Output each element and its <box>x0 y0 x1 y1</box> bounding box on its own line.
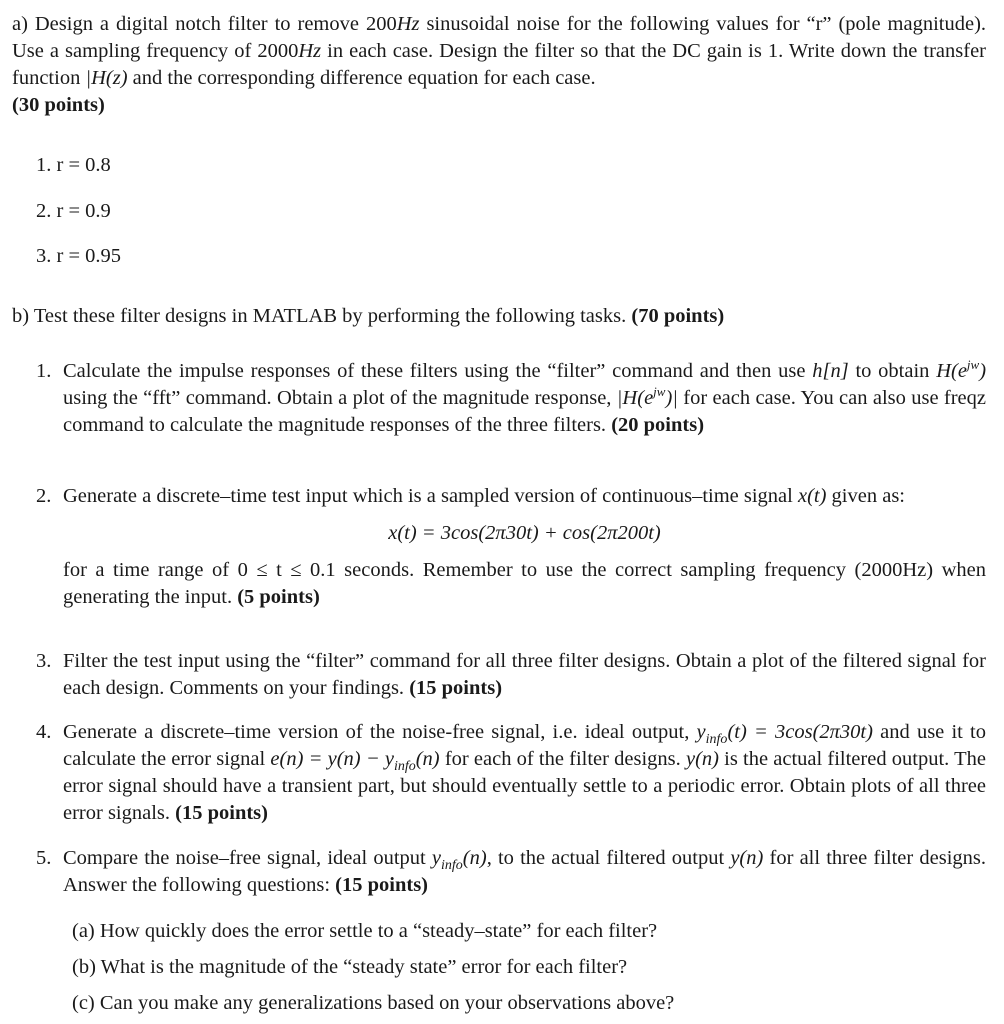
task-number: 2. <box>36 485 52 507</box>
abs-close: )| <box>665 387 678 409</box>
part-a-points: (30 points) <box>12 94 105 116</box>
part-b-points: (70 points) <box>631 305 725 327</box>
sampling-frequency: 2000 <box>257 40 299 62</box>
y-symbol: y <box>431 847 441 869</box>
equation-head: e(n) = y(n) − y <box>270 748 394 770</box>
task-number: 4. <box>36 721 52 743</box>
task-body <box>63 648 986 702</box>
task-body <box>63 483 986 611</box>
task-text: Compare the noise–free signal, ideal output <box>63 847 426 869</box>
unit-hz: Hz <box>396 13 420 35</box>
y-n-symbol: y(n) <box>685 748 719 770</box>
question-c: (c) Can you make any generalizations based on your observations above? <box>72 992 675 1014</box>
equation-tail: (t) = 3cos(2π30t) <box>727 721 873 743</box>
jw-exponent: jw <box>653 384 666 399</box>
task-text: for each of the filter designs. <box>444 748 681 770</box>
input-equation: x(t) = 3cos(2π30t) + cos(2π200t) <box>388 522 661 544</box>
task-text: Generate a discrete–time test input which is a sampled version of continuous–time signal <box>63 485 793 507</box>
equation-tail: (n) <box>415 748 440 770</box>
task-body <box>63 358 986 439</box>
part-b-lead: b) Test these filter designs in MATLAB by performing the following tasks. <box>12 305 627 327</box>
part-a-text1: sinusoidal noise for the following values for “r” (pole magnitude). Use a sampling frequency of <box>12 13 987 62</box>
task-body <box>63 845 986 899</box>
task-text: given as: <box>831 485 905 507</box>
part-b-heading <box>12 303 986 330</box>
task-text: for all three filter designs. Answer the following questions: <box>63 847 987 896</box>
signal-symbol: x(t) <box>797 485 827 507</box>
y-symbol: y <box>696 721 706 743</box>
task-4 <box>36 719 986 827</box>
noise-frequency: 200 <box>365 13 397 35</box>
r-value-item <box>36 152 111 179</box>
r-value-item <box>36 198 111 225</box>
task-text: to obtain <box>855 360 930 382</box>
jw-exponent: jw <box>966 357 980 372</box>
task-number: 5. <box>36 847 52 869</box>
question-a: (a) How quickly does the error settle to a “steady–state” for each filter? <box>72 920 658 942</box>
part-a-lead: a) Design a digital notch filter to remove <box>12 13 359 35</box>
y-n-symbol: y(n) <box>730 847 764 869</box>
abs-h-e: |H(e <box>616 387 654 409</box>
task-text: and use it to calculate the error signal <box>63 721 986 770</box>
task-3 <box>36 648 986 702</box>
transfer-function: |H(z) <box>85 67 128 89</box>
item-text: r = 0.95 <box>56 245 122 267</box>
task-text: Filter the test input using the “filter” command for all three filter designs. Obtain a plot of the filtered signal for each design. Comments on your findings. <box>63 650 986 699</box>
frequency-response-symbol <box>936 357 987 382</box>
h-e: H(e <box>936 360 967 382</box>
error-signal-equation <box>270 748 440 774</box>
task-text: using the “fft” command. Obtain a plot of the magnitude response, <box>63 387 612 409</box>
equation-tail: (n) <box>462 847 487 869</box>
task-body <box>63 719 986 827</box>
task-number: 1. <box>36 360 52 382</box>
task-2 <box>36 483 986 611</box>
task-number: 3. <box>36 650 52 672</box>
r-value-item <box>36 243 121 270</box>
task-text: for a time range of 0 ≤ t ≤ 0.1 seconds. Remember to use the correct sampling frequency (2000Hz) when generating the input. <box>63 559 986 608</box>
task-points: (15 points) <box>335 874 429 896</box>
part-a-text2: in each case. Design the filter so that the DC gain is 1. Write down the transfer function <box>12 40 987 89</box>
part-a-text3: and the corresponding difference equation for each case. <box>132 67 596 89</box>
task-text: Calculate the impulse responses of these filters using the “filter” command and then use <box>63 360 806 382</box>
task-points: (20 points) <box>611 414 705 436</box>
unit-hz: Hz <box>298 40 322 62</box>
info-subscript: info <box>705 732 728 747</box>
ideal-output-t-equation <box>696 721 873 747</box>
info-subscript: info <box>393 759 416 774</box>
task-text: for each case. You can also use freqz command to calculate the magnitude responses of the three filters. <box>63 387 987 436</box>
item-number: 2. <box>36 200 52 222</box>
ideal-output-n <box>431 847 487 873</box>
item-text: r = 0.8 <box>56 154 111 176</box>
item-text: r = 0.9 <box>56 200 111 222</box>
question-b: (b) What is the magnitude of the “steady state” error for each filter? <box>72 956 628 978</box>
info-subscript: info <box>441 858 463 873</box>
item-number: 3. <box>36 245 52 267</box>
task-text: , to the actual filtered output <box>486 847 725 869</box>
task-1 <box>36 358 986 439</box>
task-points: (15 points) <box>175 802 268 824</box>
magnitude-response-symbol <box>616 384 678 409</box>
task-5 <box>36 845 986 899</box>
item-number: 1. <box>36 154 52 176</box>
task-text: Generate a discrete–time version of the noise-free signal, i.e. ideal output, <box>63 721 690 743</box>
part-a-paragraph <box>12 11 986 119</box>
close-paren: ) <box>979 360 987 382</box>
task-text: is the actual filtered output. The error signal should have a transient part, but should eventually settle to a periodic error. Obtain plots of all three error signals. <box>63 748 986 824</box>
impulse-response-symbol: h[n] <box>812 360 849 382</box>
task-points: (15 points) <box>409 677 503 699</box>
task-points: (5 points) <box>237 586 320 608</box>
